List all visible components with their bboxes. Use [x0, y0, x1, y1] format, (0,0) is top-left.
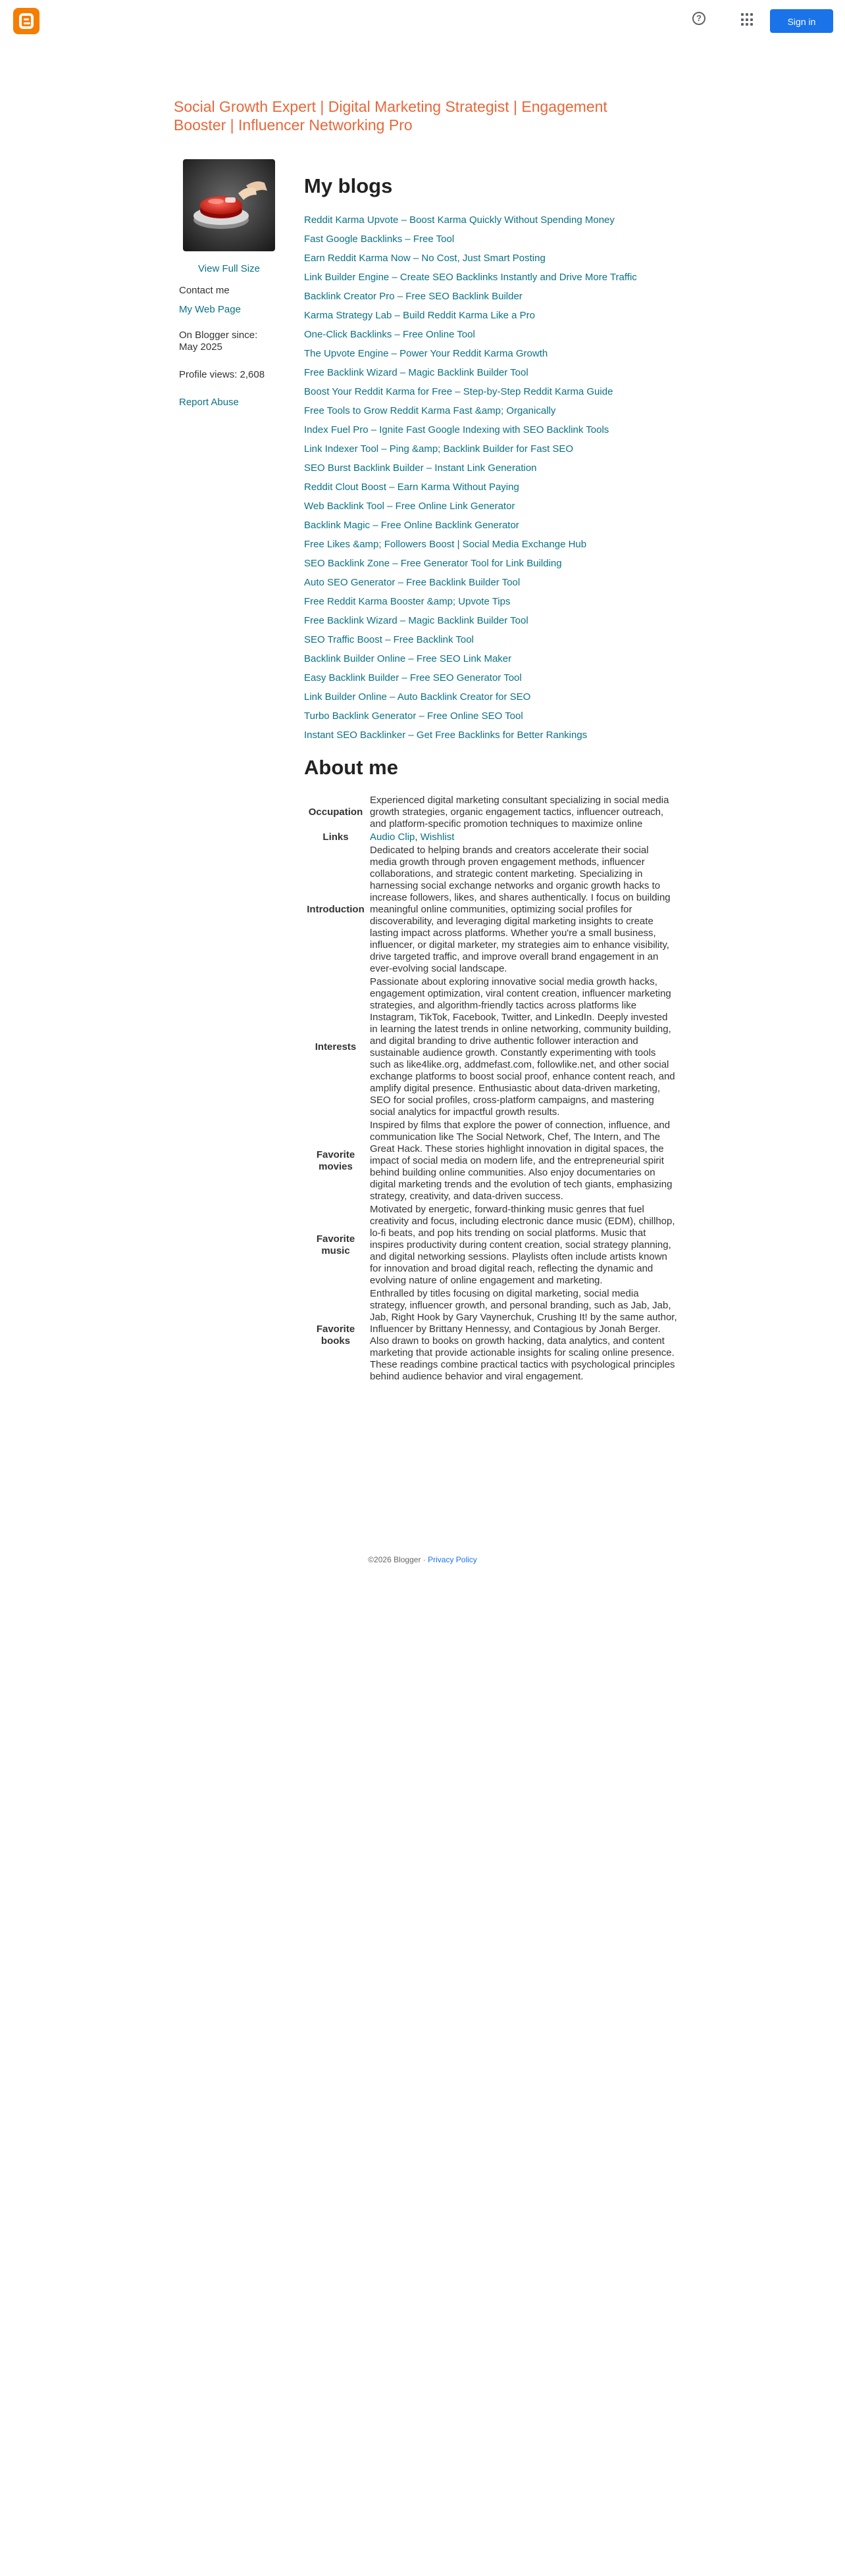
- blog-link[interactable]: Free Likes &amp; Followers Boost | Social Media Exchange Hub: [304, 539, 587, 550]
- blog-link[interactable]: Index Fuel Pro – Ignite Fast Google Indexing with SEO Backlink Tools: [304, 424, 609, 435]
- blog-list-item: [304, 367, 678, 386]
- favorite-books-label: Favorite books: [316, 1324, 355, 1347]
- favorite-books-value: Enthralled by titles focusing on digital marketing, social media strategy, influencer growth, and personal branding, such as Jab, Jab, Jab, Right Hook by Gary Vaynerchuk, Crushing It! by the same author, Influencer by Brittany Hennessy, and Contagious by Jonah Berger. Also drawn to books on growth hacking, data analytics, and content marketing that provide actionable insights for scaling online presence. These readings combine practical tactics with psychological principles behind audience behavior and viral engagement.: [370, 1288, 677, 1382]
- blog-link[interactable]: Auto SEO Generator – Free Backlink Builder Tool: [304, 577, 521, 588]
- blog-link[interactable]: Free Backlink Wizard – Magic Backlink Builder Tool: [304, 367, 528, 378]
- blog-link[interactable]: The Upvote Engine – Power Your Reddit Karma Growth: [304, 348, 548, 359]
- links-separator: ,: [415, 831, 418, 843]
- occupation-value: Experienced digital marketing consultant specializing in social media growth strategies, organic engagement tactics, influencer outreach, and platform-specific promotion techniques to maximize online: [370, 795, 669, 830]
- links-label: Links: [322, 831, 349, 843]
- blog-link[interactable]: Backlink Magic – Free Online Backlink Generator: [304, 520, 519, 531]
- blog-list-item: [304, 596, 678, 615]
- about-row-music: [304, 1204, 678, 1288]
- blog-list-item: [304, 482, 678, 501]
- red-button-photo-icon: [183, 159, 275, 251]
- blog-list-item: [304, 253, 678, 272]
- blog-list-item: [304, 214, 678, 234]
- blog-list-item: [304, 672, 678, 691]
- blog-link[interactable]: Easy Backlink Builder – Free SEO Generator Tool: [304, 672, 522, 683]
- my-blogs-heading: My blogs: [304, 174, 393, 197]
- blog-list-item: [304, 329, 678, 348]
- favorite-music-label: Favorite music: [316, 1233, 355, 1256]
- favorite-movies-value: Inspired by films that explore the power of connection, influence, and communication like The Social Network, Chef, The Intern, and The Great Hack. These stories highlight innovation in digital spaces, the impact of social media on modern life, and the entrepreneurial spirit behind building online communities. Also enjoy documentaries on digital marketing trends and the evolution of tech giants, emphasizing strategy, creativity, and data-driven success.: [370, 1120, 673, 1202]
- blog-link[interactable]: Fast Google Backlinks – Free Tool: [304, 234, 455, 245]
- audio-clip-link[interactable]: Audio Clip: [370, 831, 415, 843]
- blog-link[interactable]: Earn Reddit Karma Now – No Cost, Just Smart Posting: [304, 253, 546, 264]
- avatar[interactable]: [183, 159, 275, 251]
- blogger-since: [179, 330, 279, 353]
- blog-list-item: [304, 272, 678, 291]
- sign-in-button[interactable]: Sign in: [770, 9, 833, 33]
- blog-link[interactable]: SEO Burst Backlink Builder – Instant Link Generation: [304, 462, 537, 474]
- about-row-introduction: [304, 845, 678, 976]
- blog-list-item: [304, 520, 678, 539]
- introduction-value: Dedicated to helping brands and creators accelerate their social media growth through proven engagement methods, influencer collaborations, and strategic content marketing. Specializing in harnessing social exchange networks and organic growth hacks to increase followers, likes, and shares authentically. I focus on building meaningful online communities, optimizing social profiles for discoverability, and leveraging digital marketing insights to create lasting impact across platforms. Whether you're a small business, influencer, or digital marketer, my strategies aim to enhance visibility, drive targeted traffic, and improve overall brand engagement in an ever-evolving social landscape.: [370, 845, 671, 974]
- blog-list-item: [304, 234, 678, 253]
- blog-link[interactable]: Free Tools to Grow Reddit Karma Fast &amp; Organically: [304, 405, 556, 416]
- blog-list-item: [304, 653, 678, 672]
- apps-grid-icon[interactable]: [741, 13, 754, 26]
- blog-link[interactable]: SEO Traffic Boost – Free Backlink Tool: [304, 634, 474, 645]
- page-title: Social Growth Expert | Digital Marketing Strategist | Engagement Booster | Influencer Networking Pro: [174, 98, 607, 134]
- favorite-music-value: Motivated by energetic, forward-thinking music genres that fuel creativity and focus, including electronic dance music (EDM), chillhop, lo-fi beats, and pop hits trending on social platforms. Music that inspires productivity during content creation, social strategy planning, and digital networking sessions. Playlists often include artists known for innovation and broad digital reach, reflecting the dynamic and evolving nature of online engagement and marketing.: [370, 1204, 675, 1286]
- interests-label: Interests: [315, 1041, 357, 1053]
- blog-list-item: [304, 730, 678, 749]
- view-full-size-link[interactable]: View Full Size: [198, 263, 260, 274]
- blog-link[interactable]: SEO Backlink Zone – Free Generator Tool for Link Building: [304, 558, 562, 569]
- blog-link[interactable]: Instant SEO Backlinker – Get Free Backlinks for Better Rankings: [304, 730, 588, 741]
- report-abuse-link[interactable]: Report Abuse: [179, 397, 239, 408]
- footer: [0, 1555, 845, 1564]
- blog-link[interactable]: Free Reddit Karma Booster &amp; Upvote Tips: [304, 596, 511, 607]
- links-value: [370, 831, 678, 845]
- blog-link[interactable]: Free Backlink Wizard – Magic Backlink Builder Tool: [304, 615, 528, 626]
- profile-main: [304, 174, 678, 1384]
- blog-list-item: [304, 577, 678, 596]
- about-me-table: [304, 795, 678, 1384]
- about-row-movies: [304, 1120, 678, 1204]
- blog-list-item: [304, 462, 678, 482]
- blog-link[interactable]: Link Builder Engine – Create SEO Backlinks Instantly and Drive More Traffic: [304, 272, 637, 283]
- occupation-label: Occupation: [308, 806, 363, 818]
- blog-list-item: [304, 615, 678, 634]
- top-bar: [0, 0, 845, 42]
- blog-link[interactable]: Backlink Creator Pro – Free SEO Backlink Builder: [304, 291, 523, 302]
- profile-views: Profile views: 2,608: [179, 369, 265, 380]
- interests-value: Passionate about exploring innovative social media growth hacks, engagement optimization, viral content creation, influencer marketing strategies, and algorithm-friendly tactics across platforms like Instagram, TikTok, Facebook, Twitter, and LinkedIn. Deeply invested in learning the latest trends in online networking, community building, and digital branding to drive authentic follower interaction and sustainable audience growth. Constantly experimenting with tools such as like4like.org, addmefast.com, followlike.net, and other social exchange platforms to boost social proof, enhance content reach, and amplify digital presence. Enthusiastic about data-driven marketing, SEO for social profiles, cross-platform campaigns, and mastering social analytics for impactful growth results.: [370, 976, 675, 1118]
- introduction-label: Introduction: [307, 904, 365, 915]
- wishlist-link[interactable]: Wishlist: [420, 831, 455, 843]
- about-row-links: [304, 831, 678, 845]
- privacy-policy-link[interactable]: Privacy Policy: [428, 1555, 477, 1564]
- blogger-since-value: May 2025: [179, 341, 222, 353]
- blog-link[interactable]: Turbo Backlink Generator – Free Online SEO Tool: [304, 710, 523, 722]
- blog-list-item: [304, 310, 678, 329]
- blogger-logo-icon[interactable]: [13, 8, 39, 34]
- blog-link[interactable]: One-Click Backlinks – Free Online Tool: [304, 329, 475, 340]
- copyright-text: ©2026 Blogger ·: [368, 1555, 426, 1564]
- contact-me-label: Contact me: [179, 285, 230, 296]
- blog-list-item: [304, 443, 678, 462]
- blog-list-item: [304, 405, 678, 424]
- blog-list-item: [304, 558, 678, 577]
- profile-sidebar: [179, 159, 279, 408]
- blog-link[interactable]: Backlink Builder Online – Free SEO Link Maker: [304, 653, 512, 664]
- blog-list-item: [304, 634, 678, 653]
- blog-link[interactable]: Boost Your Reddit Karma for Free – Step-by-Step Reddit Karma Guide: [304, 386, 613, 397]
- blog-link[interactable]: Link Builder Online – Auto Backlink Creator for SEO: [304, 691, 531, 703]
- help-icon[interactable]: ?: [692, 12, 705, 25]
- blog-list-item: [304, 424, 678, 443]
- blogger-since-label: On Blogger since:: [179, 330, 258, 341]
- blog-list-item: [304, 691, 678, 710]
- blog-link[interactable]: Link Indexer Tool – Ping &amp; Backlink Builder for Fast SEO: [304, 443, 574, 455]
- favorite-movies-label: Favorite movies: [316, 1149, 355, 1172]
- blog-list-item: [304, 501, 678, 520]
- blog-list-item: [304, 386, 678, 405]
- blog-link[interactable]: Reddit Clout Boost – Earn Karma Without Paying: [304, 482, 519, 493]
- about-me-heading: About me: [304, 756, 398, 779]
- blog-list-item: [304, 348, 678, 367]
- blog-list-item: [304, 710, 678, 730]
- blog-link[interactable]: Karma Strategy Lab – Build Reddit Karma Like a Pro: [304, 310, 536, 321]
- blog-link[interactable]: Reddit Karma Upvote – Boost Karma Quickly Without Spending Money: [304, 214, 615, 226]
- blog-list: [304, 214, 678, 749]
- about-row-occupation: [304, 795, 678, 831]
- blog-list-item: [304, 291, 678, 310]
- about-row-interests: [304, 976, 678, 1120]
- blog-list-item: [304, 539, 678, 558]
- about-row-books: [304, 1288, 678, 1384]
- my-web-page-link[interactable]: My Web Page: [179, 304, 241, 315]
- blog-link[interactable]: Web Backlink Tool – Free Online Link Generator: [304, 501, 515, 512]
